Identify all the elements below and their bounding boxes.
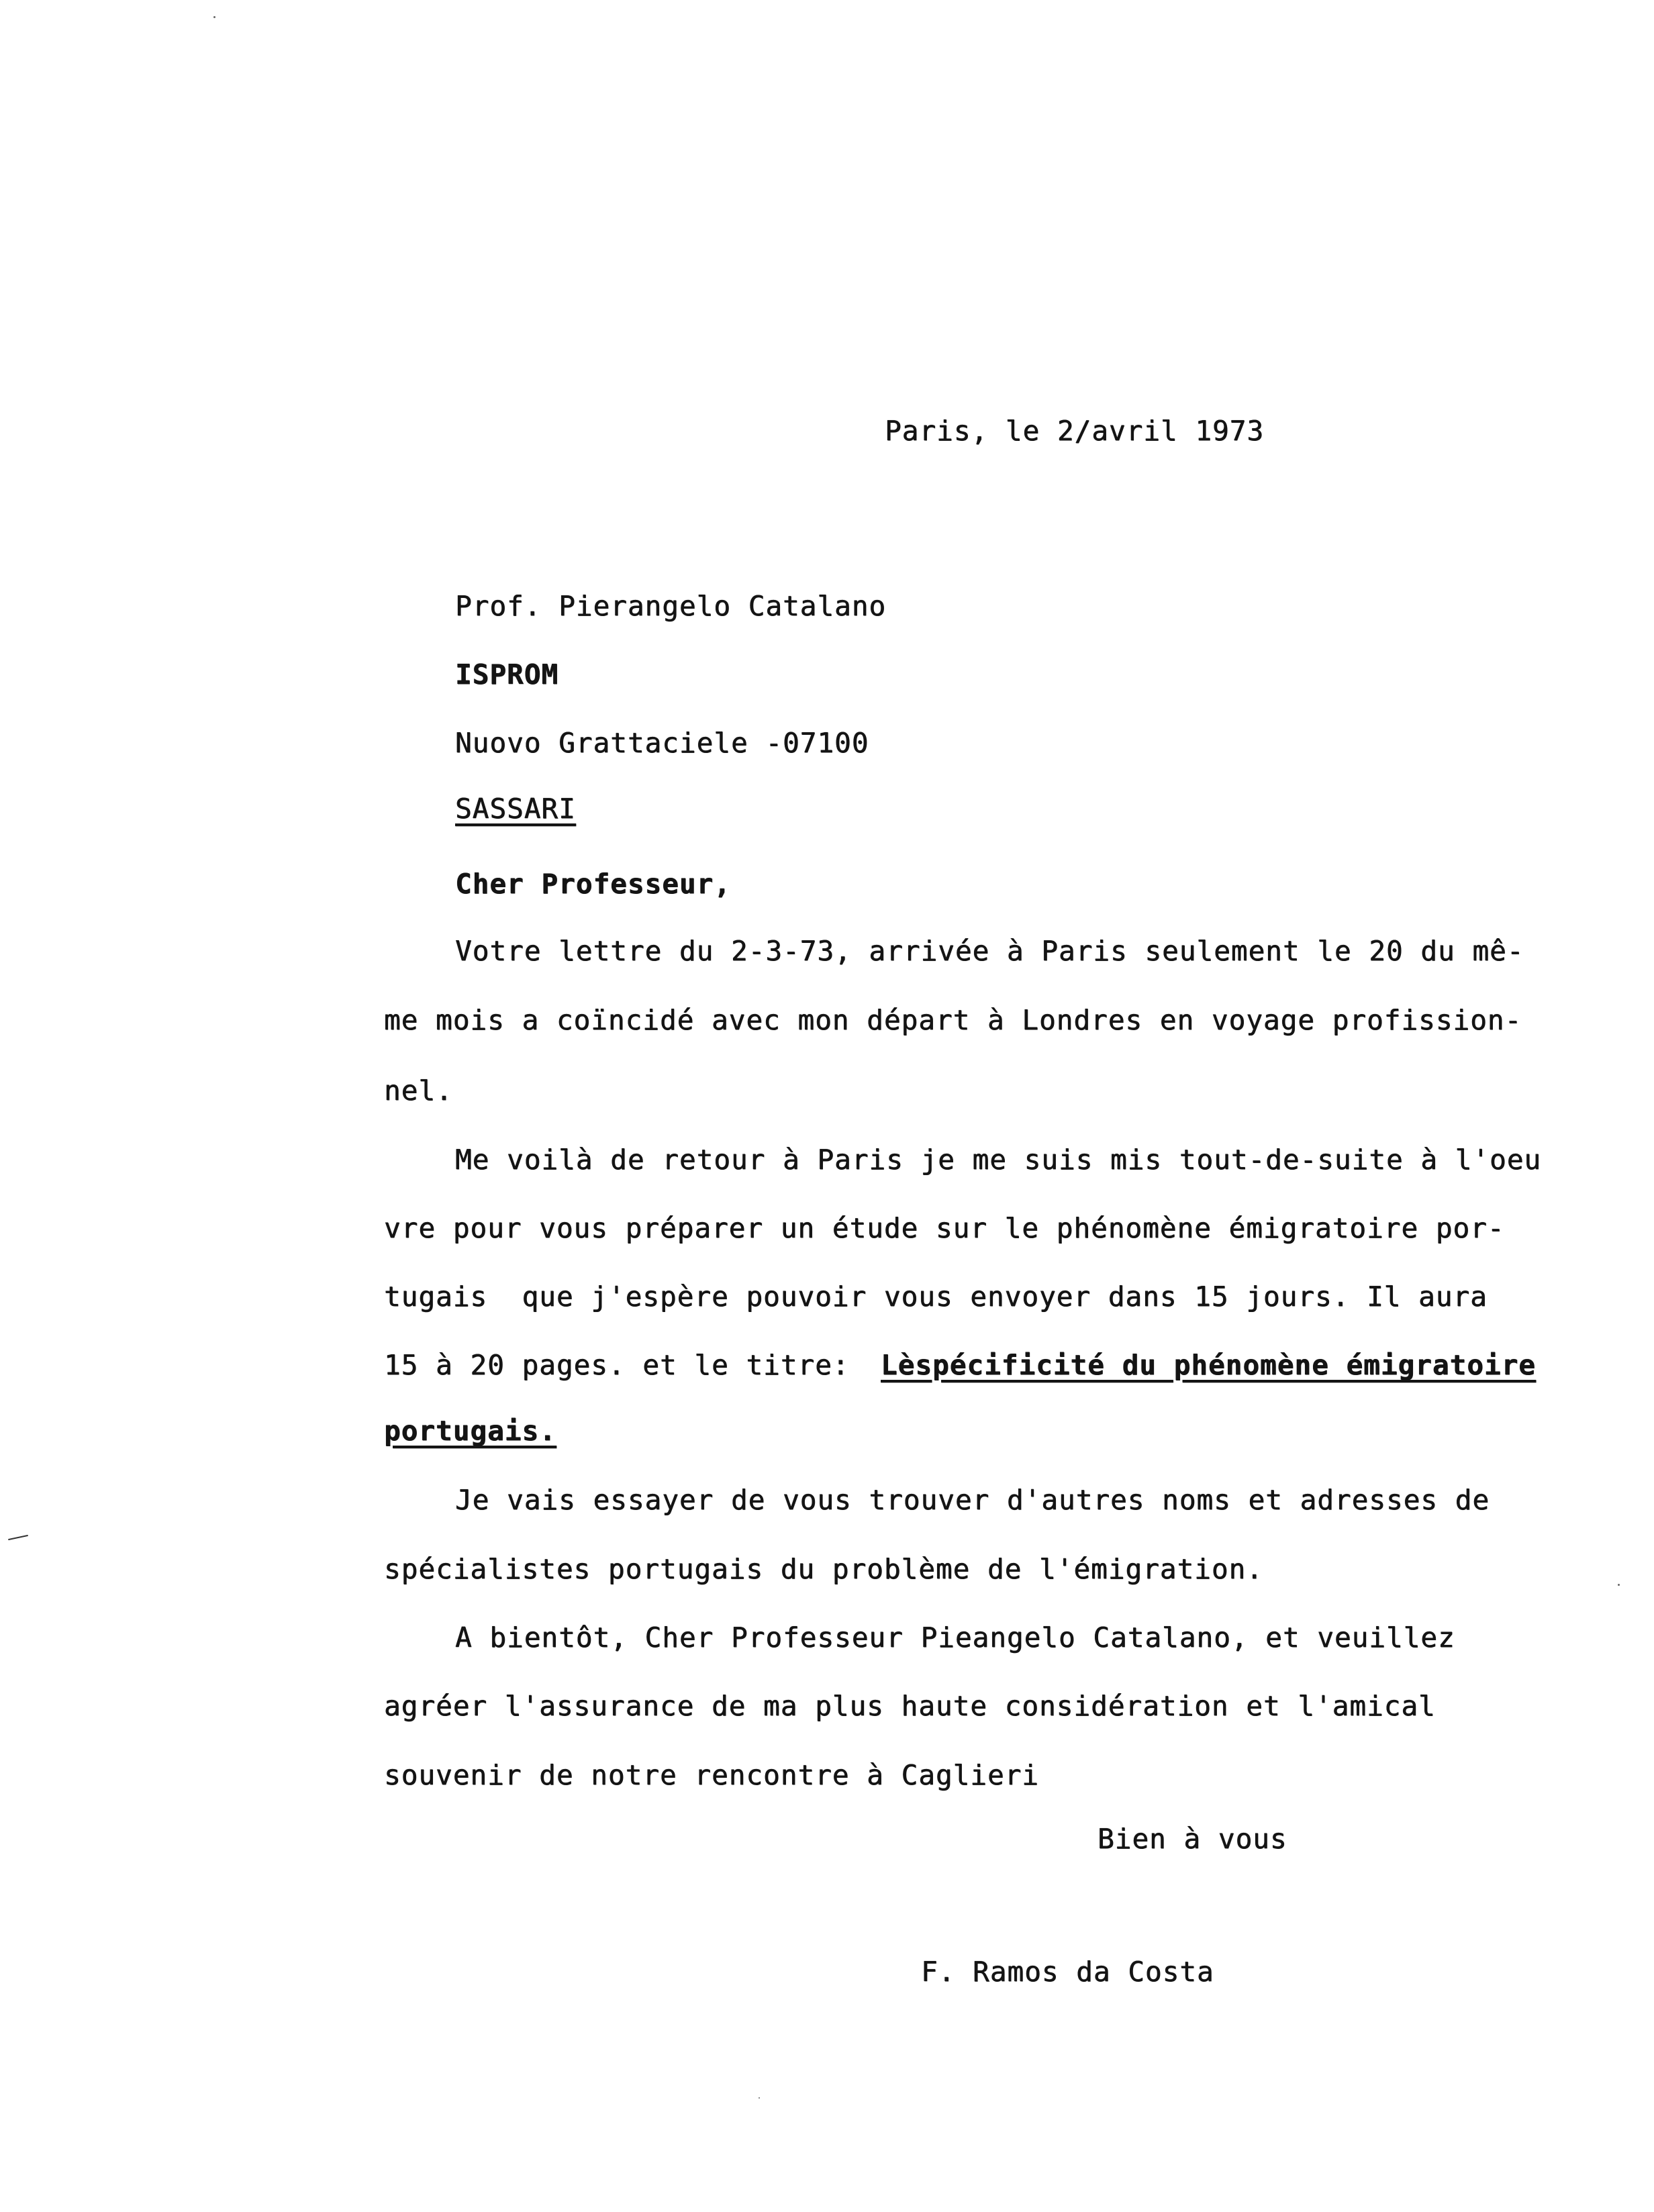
- body-line: Me voilà de retour à Paris je me suis mis tout-de-suite à l'oeu: [455, 1144, 1542, 1176]
- margin-mark: [8, 1535, 28, 1540]
- body-line: A bientôt, Cher Professeur Pieangelo Catalano, et veuillez: [455, 1621, 1455, 1654]
- body-line: 15 à 20 pages. et le titre:: [384, 1349, 867, 1381]
- recipient-name: Prof. Pierangelo Catalano: [455, 590, 887, 622]
- salutation: Cher Professeur,: [455, 868, 731, 900]
- scan-speck: [213, 16, 215, 18]
- body-line: nel.: [384, 1074, 453, 1107]
- body-line: tugais que j'espère pouvoir vous envoyer dans 15 jours. Il aura: [384, 1280, 1488, 1313]
- study-title-continued: portugais.: [384, 1415, 556, 1447]
- date-line: Paris, le 2/avril 1973: [885, 415, 1265, 447]
- scan-speck: [1618, 1584, 1620, 1586]
- recipient-city: SASSARI: [455, 793, 576, 825]
- study-title: Lèspécificité du phénomène émigratoire: [881, 1349, 1536, 1381]
- recipient-address: Nuovo Grattaciele -07100: [455, 727, 869, 759]
- body-line: souvenir de notre rencontre à Caglieri: [384, 1759, 1039, 1791]
- body-line: me mois a coïncidé avec mon départ à Londres en voyage profission-: [384, 1004, 1522, 1036]
- body-line: agréer l'assurance de ma plus haute considération et l'amical: [384, 1690, 1436, 1722]
- recipient-org: ISPROM: [455, 658, 559, 691]
- closing: Bien à vous: [1098, 1823, 1287, 1855]
- body-line: spécialistes portugais du problème de l'émigration.: [384, 1553, 1263, 1585]
- signature: F. Ramos da Costa: [921, 1956, 1214, 1988]
- scan-speck: [759, 2097, 760, 2099]
- body-line: vre pour vous préparer un étude sur le phénomène émigratoire por-: [384, 1212, 1505, 1244]
- body-line: Votre lettre du 2-3-73, arrivée à Paris seulement le 20 du mê-: [455, 935, 1524, 967]
- body-line: Je vais essayer de vous trouver d'autres noms et adresses de: [455, 1484, 1490, 1516]
